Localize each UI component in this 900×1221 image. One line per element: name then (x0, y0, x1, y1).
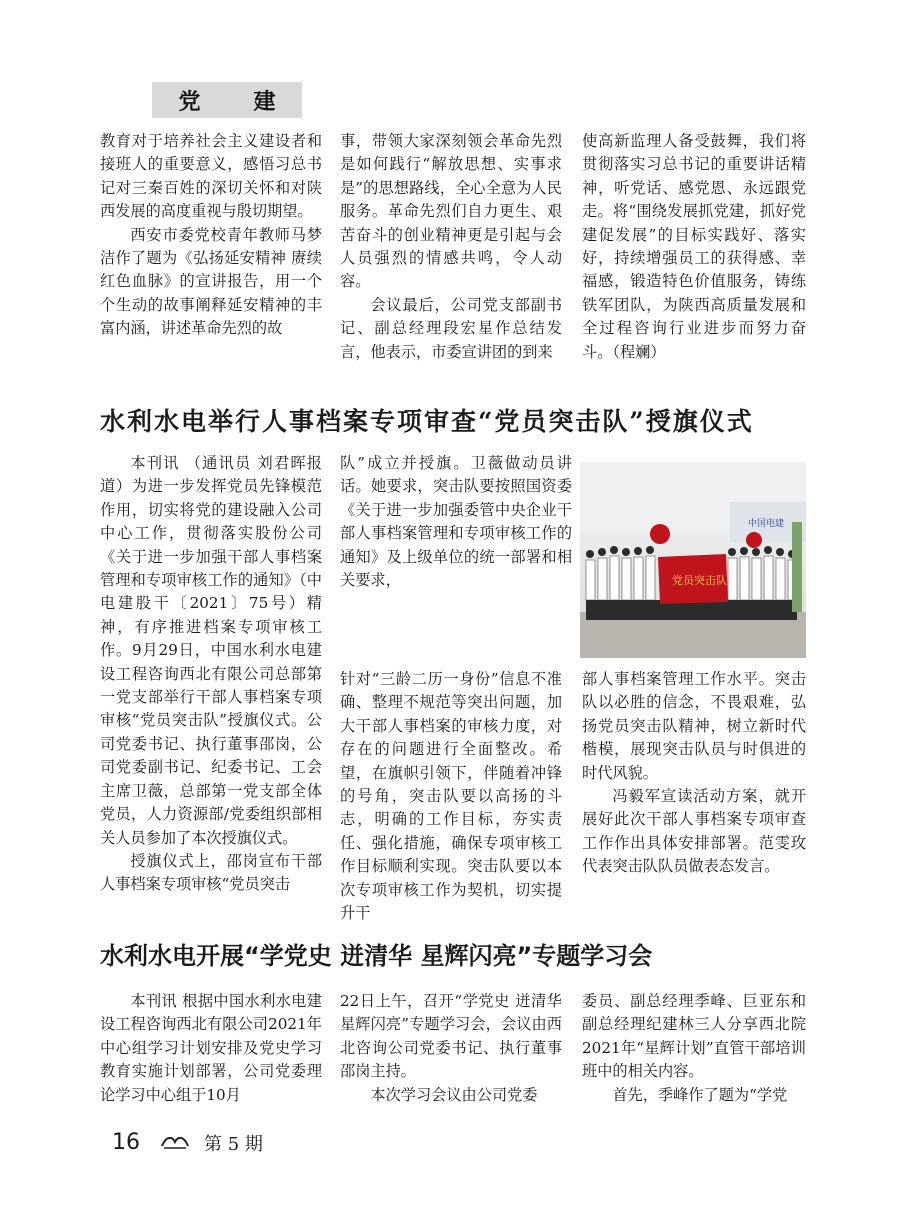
paragraph: 事，带领大家深刻领会革命先烈是如何践行“解放思想、实事求是”的思想路线，全心全意为人民服务。革命先烈们自力更生、艰苦奋斗的创业精神更是引起与会人员强烈的情感共鸣，令人动容。 (340, 132, 562, 291)
paragraph: 首先，季峰作了题为“学党 (612, 1085, 788, 1104)
article-2-column-2 (340, 990, 562, 1107)
paragraph: 本刊讯 （通讯员 刘君晖报道）为进一步发挥党员先锋模范作用，切实将党的建设融入公司中心工作，贯彻落实股份公司《关于进一步加强干部人事档案管理和专项审核工作的通知》（中电建股干〔2021〕75号）精神，有序推进档案专项审核工作。9月29日，中国水利水电建设工程咨询西北有限公司总部第一党支部举行干部人事档案专项审核“党员突击队”授旗仪式。公司党委书记、执行董事邵岗，公司党委副书记、纪委书记、工会主席卫薇，总部第一党支部全体党员，人力资源部/党委组织部相关人员参加了本次授旗仪式。 (100, 454, 322, 847)
top-column-3 (582, 130, 806, 364)
article-1-title: 水利水电举行人事档案专项审查“党员突击队”授旗仪式 (100, 407, 754, 436)
wall-logo: 中国电建 (748, 519, 785, 529)
article-1-column-3 (582, 668, 806, 879)
top-column-1 (100, 130, 322, 341)
paragraph: 针对“三龄二历一身份”信息不准确、整理不规范等突出问题，加大干部人事档案的审核力度，对存在的问题进行全面整改。希望，在旗帜引领下，伴随着冲锋的号角，突击队要以高扬的斗志，明确的工作目标，夯实责任、强化措施，确保专项审核工作目标顺利实现。突击队要以本次专项审核工作为契机，切实提升干 (340, 670, 562, 923)
section-char-1: 党 (178, 89, 201, 115)
paragraph: 西安市委党校青年教师马梦洁作了题为《弘扬延安精神 赓续红色血脉》的宣讲报告，用一个个生动的故事阐释延安精神的丰富内涵，讲述革命先烈的故 (100, 225, 322, 338)
paragraph: 队”成立并授旗。卫薇做动员讲话。她要求，突击队要按照国资委《关于进一步加强委管中央企业干部人事档案管理和专项审核工作的通知》及上级单位的统一部署和相关要求， (340, 454, 572, 590)
article-1-column-2-top (340, 452, 572, 592)
article-1-column-2-rest (340, 668, 562, 925)
article-2-column-3 (582, 990, 806, 1107)
paragraph: 22日上午，召开“学党史 迸清华 星辉闪亮”专题学习会，会议由西北咨询公司党委书记、执行董事邵岗主持。 (340, 992, 562, 1081)
paragraph: 本刊讯 根据中国水利水电建设工程咨询西北有限公司2021年中心组学习计划安排及党史学习教育实施计划部署，公司党委理论学习中心组于10月 (100, 992, 322, 1104)
paragraph: 委员、副总经理季峰、巨亚东和副总经理纪建林三人分享西北院2021年“星辉计划”直管干部培训班中的相关内容。 (582, 992, 806, 1081)
top-column-2 (340, 130, 562, 364)
journal-logo-icon (160, 1134, 190, 1150)
group-photo-illustration (580, 462, 806, 658)
issue-label: 第 5 期 (204, 1134, 263, 1155)
section-tab (152, 82, 302, 118)
party-emblem (650, 524, 670, 544)
paragraph: 使高新监理人备受鼓舞，我们将贯彻落实习总书记的重要讲话精神，听党话、感党恩、永远跟党走。将“围绕发展抓党建，抓好党建促发展”的目标实践好、落实好，持续增强员工的获得感、幸福感，锻造特色价值服务，铸练铁军团队，为陕西高质量发展和全过程咨询行业进步而努力奋斗。（程斓） (582, 132, 806, 361)
party-emblem (746, 532, 762, 548)
paragraph: 部人事档案管理工作水平。突击队以必胜的信念，不畏艰难，弘扬党员突击队精神，树立新时代楷模，展现突击队员与时俱进的时代风貌。 (582, 670, 806, 782)
flag-text: 党员突击队 (672, 574, 727, 587)
article-2-column-1 (100, 990, 322, 1107)
paragraph: 会议最后，公司党支部副书记、副总经理段宏星作总结发言，他表示，市委宣讲团的到来 (340, 295, 562, 361)
paragraph: 本次学习会议由公司党委 (370, 1085, 538, 1104)
paragraph: 授旗仪式上，邵岗宣布干部人事档案专项审核“党员突击 (100, 851, 322, 894)
group-photo (580, 462, 806, 658)
article-1-column-1 (100, 452, 322, 897)
plant (792, 522, 802, 612)
section-char-2: 建 (253, 89, 276, 115)
paragraph: 冯毅军宣读活动方案，就开展好此次干部人事档案专项审查工作作出具体安排部署。范雯玫代表突击队队员做表态发言。 (582, 787, 806, 876)
page-number: 16 (112, 1130, 140, 1155)
article-2-title: 水利水电开展“学党史 迸清华 星辉闪亮”专题学习会 (100, 942, 653, 970)
paragraph: 教育对于培养社会主义建设者和接班人的重要意义，感悟习总书记对三秦百姓的深切关怀和对陕西发展的高度重视与殷切期望。 (100, 132, 322, 221)
